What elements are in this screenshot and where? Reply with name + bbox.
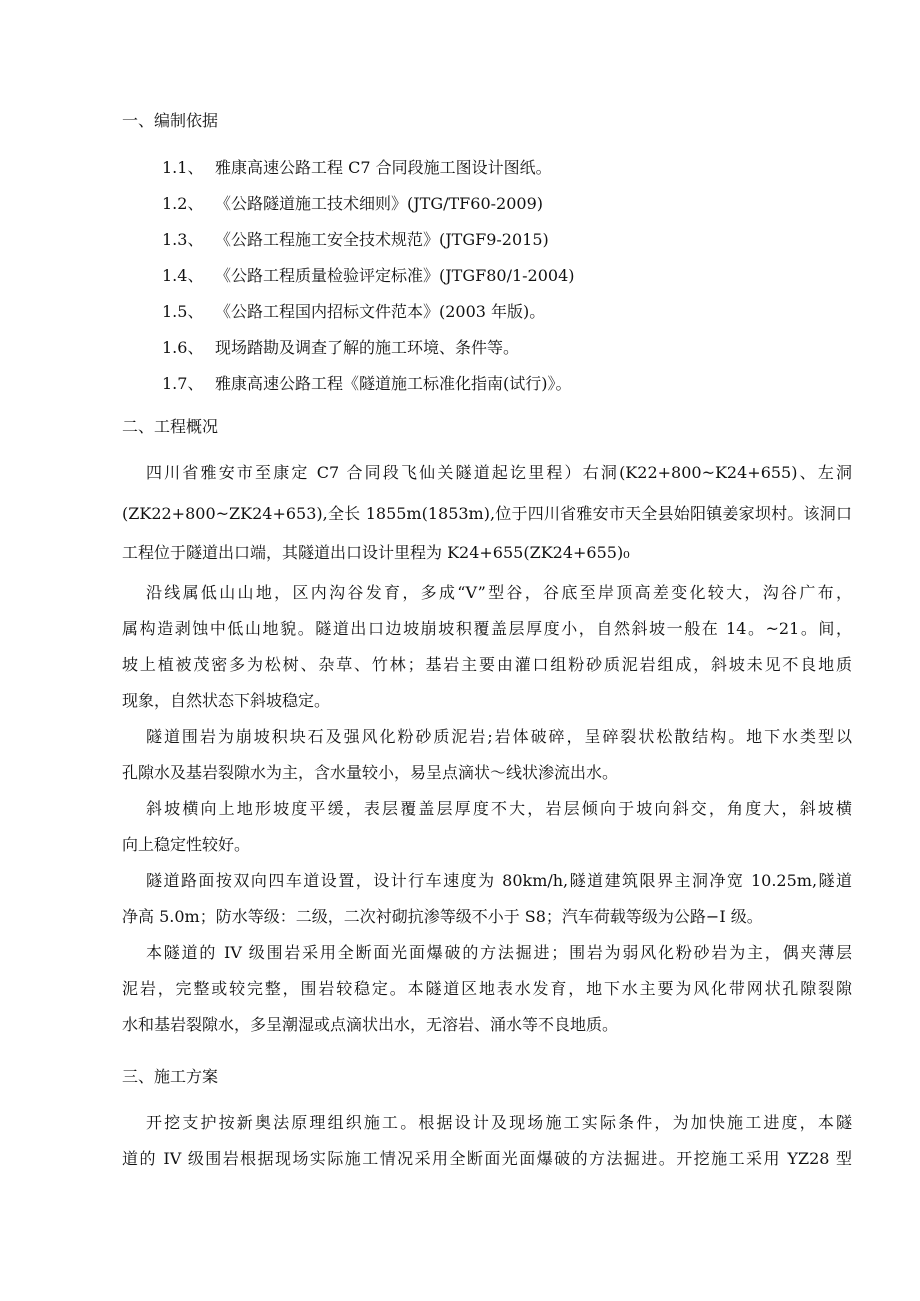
list-item [162, 301, 862, 323]
list-item-number: 1.6、 [162, 338, 204, 357]
paragraph-line: 向上稳定性较好。 [122, 835, 251, 854]
list-item-text: 雅康高速公路工程 C7 合同段施工图设计图纸。 [215, 158, 552, 177]
list-item-text: 《公路工程施工安全技术规范》(JTGF9-2015) [215, 230, 549, 249]
paragraph-line: 隧道路面按双向四车道设置，设计行车速度为 80km/h,隧道建筑限界主洞净宽 10.25m,隧道 [146, 871, 852, 890]
paragraph-line: 本隧道的 IV 级围岩采用全断面光面爆破的方法掘进；围岩为弱风化粉砂岩为主，偶夹薄层 [146, 943, 852, 962]
list-item [162, 265, 862, 287]
section-heading: 一、编制依据 [122, 111, 219, 130]
list-item-text: 《公路工程国内招标文件范本》(2003 年版)。 [215, 302, 546, 321]
list-item-number: 1.7、 [162, 374, 204, 393]
paragraph-line: 开挖支护按新奥法原理组织施工。根据设计及现场施工实际条件，为加快施工进度，本隧 [146, 1113, 852, 1132]
section-heading: 三、施工方案 [122, 1067, 219, 1086]
list-item-number: 1.3、 [162, 230, 204, 249]
paragraph-line: 净高 5.0m；防水等级：二级，二次衬砌抗渗等级不小于 S8；汽车荷载等级为公路−I 级。 [122, 907, 763, 926]
paragraph-line: 道的 IV 级围岩根据现场实际施工情况采用全断面光面爆破的方法掘进。开挖施工采用 YZ28 型 [122, 1149, 852, 1168]
paragraph-line: 孔隙水及基岩裂隙水为主，含水量较小，易呈点滴状～线状渗流出水。 [122, 763, 619, 782]
paragraph-line: 沿线属低山山地，区内沟谷发育，多成“V”型谷，谷底至岸顶高差变化较大，沟谷广布， [146, 583, 852, 602]
list-item-number: 1.4、 [162, 266, 204, 285]
list-item-text: 雅康高速公路工程《隧道施工标准化指南(试行)》。 [215, 374, 572, 393]
paragraph-line: (ZK22+800~ZK24+653),全长 1855m(1853m),位于四川省雅安市天全县始阳镇姜家坝村。该洞口 [122, 504, 852, 523]
paragraph-line: 坡上植被茂密多为松树、杂草、竹林；基岩主要由灌口组粉砂质泥岩组成，斜坡未见不良地质 [122, 655, 852, 674]
paragraph-line: 工程位于隧道出口端，其隧道出口设计里程为 K24+655(ZK24+655)₀ [122, 543, 630, 562]
paragraph-line: 四川省雅安市至康定 C7 合同段飞仙关隧道起讫里程）右洞(K22+800~K24+655)、左洞 [146, 463, 852, 482]
list-item-text: 《公路工程质量检验评定标准》(JTGF80/1-2004) [215, 266, 575, 285]
list-item-number: 1.1、 [162, 158, 204, 177]
section-heading: 二、工程概况 [122, 417, 219, 436]
list-item [162, 229, 862, 251]
paragraph-line: 水和基岩裂隙水，多呈潮湿或点滴状出水，无溶岩、涌水等不良地质。 [122, 1015, 619, 1034]
list-item [162, 157, 862, 179]
list-item [162, 193, 862, 215]
paragraph-line: 斜坡横向上地形坡度平缓，表层覆盖层厚度不大，岩层倾向于坡向斜交，角度大，斜坡横 [146, 799, 852, 818]
paragraph-line: 现象，自然状态下斜坡稳定。 [122, 691, 331, 710]
list-item [162, 337, 862, 359]
list-item-text: 现场踏勘及调查了解的施工环境、条件等。 [215, 338, 520, 357]
paragraph-line: 属构造剥蚀中低山地貌。隧道出口边坡崩坡积覆盖层厚度小，自然斜坡一般在 14。~21。间， [122, 619, 852, 638]
paragraph-line: 隧道围岩为崩坡积块石及强风化粉砂质泥岩;岩体破碎，呈碎裂状松散结构。地下水类型以 [146, 727, 852, 746]
list-item-number: 1.2、 [162, 194, 204, 213]
list-item-text: 《公路隧道施工技术细则》(JTG/TF60-2009) [215, 194, 544, 213]
paragraph-line: 泥岩，完整或较完整，围岩较稳定。本隧道区地表水发育，地下水主要为风化带网状孔隙裂隙 [122, 979, 852, 998]
list-item [162, 373, 862, 395]
list-item-number: 1.5、 [162, 302, 204, 321]
